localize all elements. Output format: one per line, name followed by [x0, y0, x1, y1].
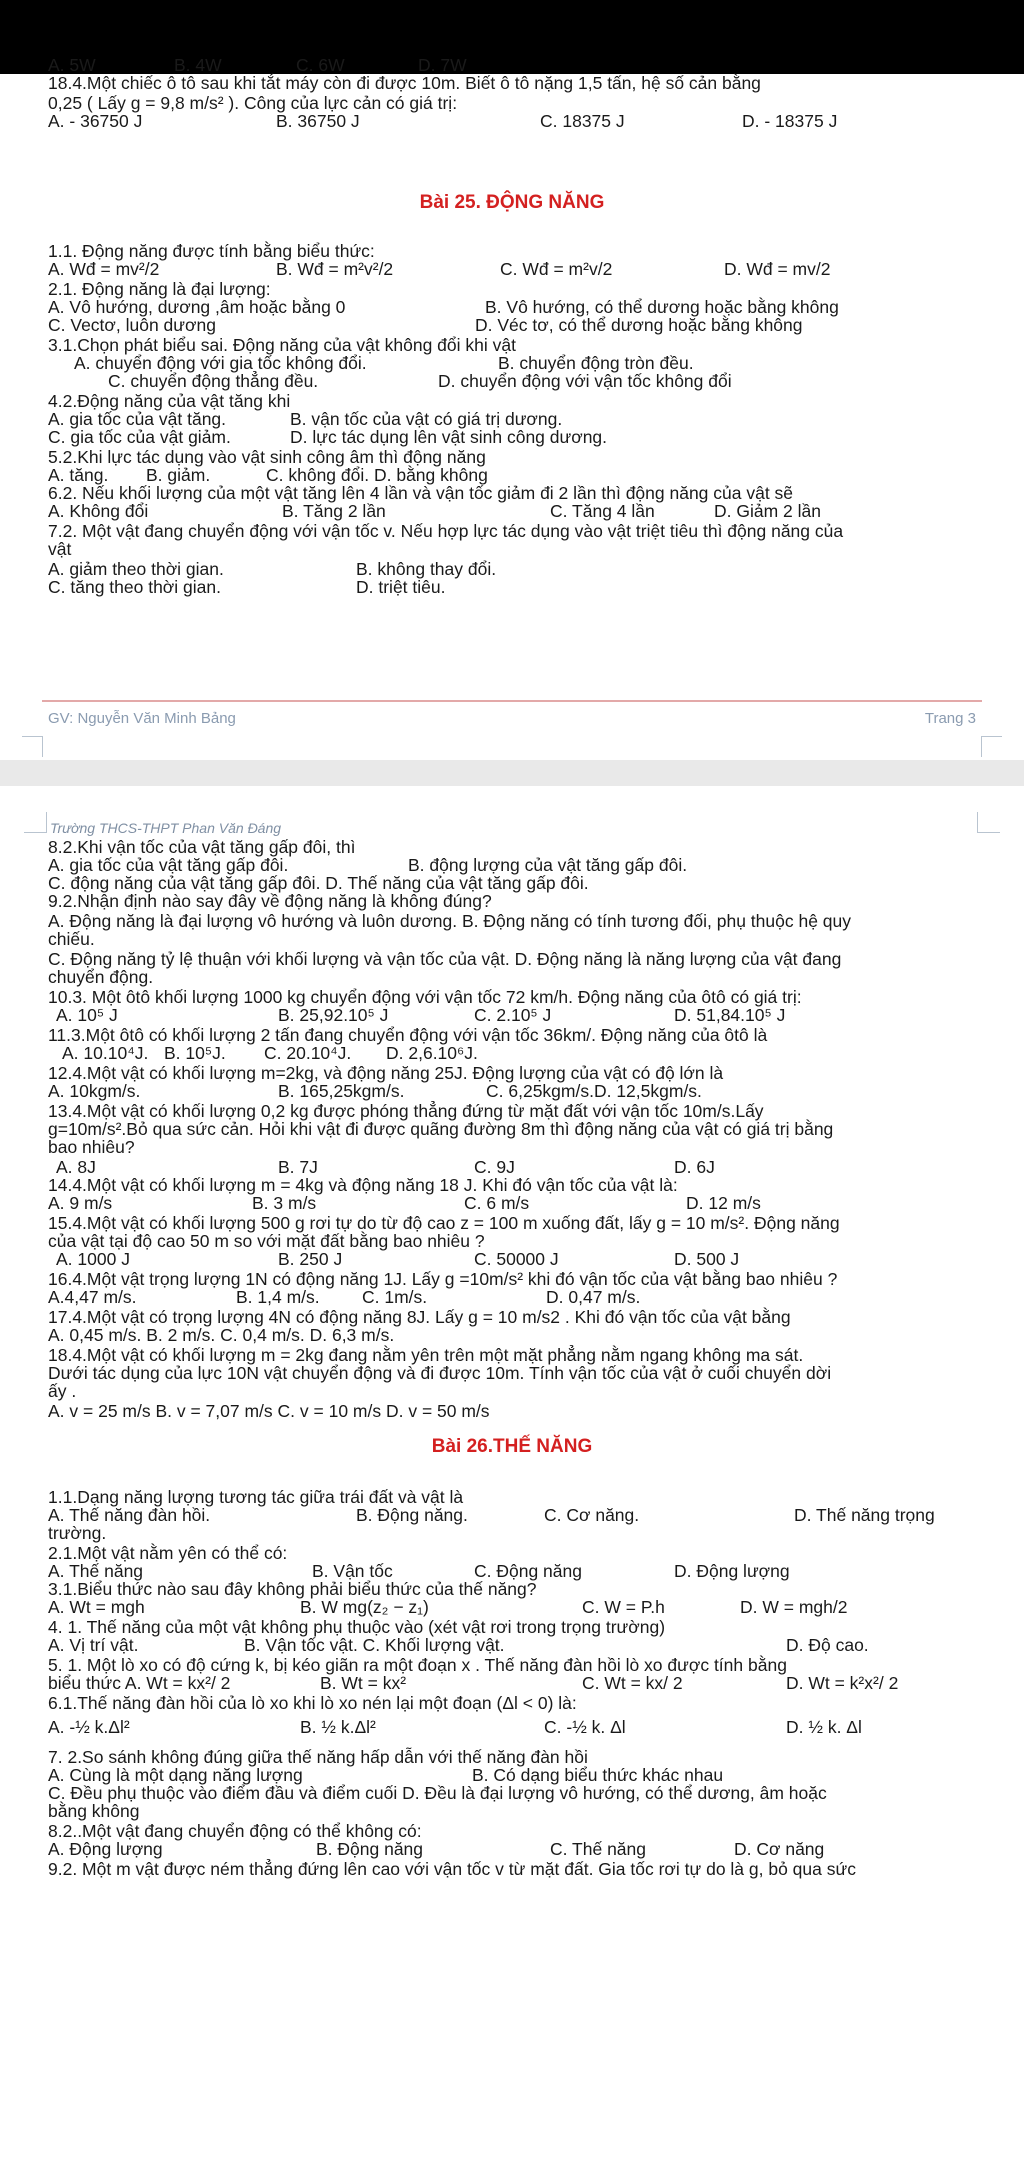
choice: A. 10.10⁴J. — [62, 1043, 149, 1063]
choice: C. Wt = kx/ 2 — [582, 1673, 683, 1693]
choice: C. chuyển động thẳng đều. — [108, 371, 319, 391]
choice: C. 6,25kgm/s.D. 12,5kgm/s. — [486, 1081, 702, 1101]
choice: D. - 18375 J — [742, 111, 838, 131]
choice: B. 3 m/s — [252, 1193, 317, 1213]
choice: A. Cùng là một dạng năng lượng — [48, 1765, 303, 1785]
question-text: chiếu. — [48, 929, 95, 949]
choice: B. Có dạng biểu thức khác nhau — [472, 1765, 724, 1785]
question-text: ấy . — [48, 1381, 77, 1401]
choice: B. 25,92.10⁵ J — [278, 1005, 389, 1025]
crop-mark — [977, 812, 1000, 833]
choice: B. 165,25kgm/s. — [278, 1081, 405, 1101]
choice: B. vận tốc của vật có giá trị dương. — [290, 409, 563, 429]
question-text: 4. 1. Thế năng của một vật không phụ thuộc vào (xét vật rơi trong trọng trường) — [48, 1617, 666, 1637]
choice: B. Động năng — [316, 1839, 424, 1859]
choice: D. lực tác dụng lên vật sinh công dương. — [290, 427, 608, 447]
choice: A. Vị trí vật. — [48, 1635, 139, 1655]
question-text: 2.1.Một vật nằm yên có thể có: — [48, 1543, 288, 1563]
choice: D. Wt = k²x²/ 2 — [786, 1673, 899, 1693]
footer-divider — [42, 700, 982, 702]
choice: B. Vận tốc vật. C. Khối lượng vật. — [244, 1635, 505, 1655]
question-text: 12.4.Một vật có khối lượng m=2kg, và động năng 25J. Động lượng của vật có độ lớn là — [48, 1063, 724, 1083]
page-gap — [0, 760, 1024, 786]
choice: A. 10⁵ J — [56, 1005, 118, 1025]
question-text: 2.1. Động năng là đại lượng: — [48, 279, 271, 299]
question-text: A. 0,45 m/s. B. 2 m/s. C. 0,4 m/s. D. 6,3 m/s. — [48, 1325, 395, 1345]
question-text: chuyển động. — [48, 967, 154, 987]
choice: B. 250 J — [278, 1249, 343, 1269]
crop-mark — [24, 812, 47, 833]
question-text: 13.4.Một vật có khối lượng 0,2 kg được phóng thẳng đứng từ mặt đất với vận tốc 10m/s.Lấy — [48, 1101, 764, 1121]
choice: C. -½ k. Δl — [544, 1717, 626, 1737]
choice: B. Tăng 2 lần — [282, 501, 386, 521]
question-text: của vật tại độ cao 50 m so với mặt đất bằng bao nhiêu ? — [48, 1231, 485, 1251]
choice: D. chuyển động với vận tốc không đổi — [438, 371, 732, 391]
choice: C. 6W — [296, 55, 345, 75]
choice: D. ½ k. Δl — [786, 1717, 862, 1737]
choice: A. 1000 J — [56, 1249, 130, 1269]
choice: D. 0,47 m/s. — [546, 1287, 641, 1307]
choice: C. Cơ năng. — [544, 1505, 640, 1525]
question-text: 18.4.Một chiếc ô tô sau khi tắt máy còn đi được 10m. Biết ô tô nặng 1,5 tấn, hệ số cản bằng — [48, 73, 761, 93]
choice: B. 10⁵J. — [164, 1043, 226, 1063]
choice: C. 1m/s. — [362, 1287, 428, 1307]
question-text: vật — [48, 539, 72, 559]
school-header: Trường THCS-THPT Phan Văn Đáng — [50, 820, 282, 836]
question-text: 16.4.Một vật trọng lượng 1N có động năng 1J. Lấy g =10m/s² khi đó vận tốc của vật bằng bao nhiêu ? — [48, 1269, 838, 1289]
question-text: Dưới tác dụng của lực 10N vật chuyển động và đi được 10m. Tính vận tốc của vật ở cuối chuyển dời — [48, 1363, 832, 1383]
choice: A. Thế năng — [48, 1561, 144, 1581]
choice: B. ½ k.Δl² — [300, 1717, 376, 1737]
question-text: bao nhiêu? — [48, 1137, 135, 1157]
section-title: Bài 26.THẾ NĂNG — [431, 1436, 593, 1457]
question-text: 15.4.Một vật có khối lượng 500 g rơi tự do từ độ cao z = 100 m xuống đất, lấy g = 10 m/s². Động năng — [48, 1213, 840, 1233]
question-text: C. Động năng tỷ lệ thuận với khối lượng và vận tốc của vật. D. Động năng là năng lượng của vật đang — [48, 949, 842, 969]
question-text: 0,25 ( Lấy g = 9,8 m/s² ). Công của lực cản có giá trị: — [48, 93, 458, 113]
choice: D. 12 m/s — [686, 1193, 761, 1213]
choice: C. Tăng 4 lần — [550, 501, 655, 521]
choice: C. Vectơ, luôn dương — [48, 315, 216, 335]
choice: B. Wđ = m²v²/2 — [276, 259, 394, 279]
question-text: 5.2.Khi lực tác dụng vào vật sinh công âm thì động năng — [48, 447, 486, 467]
choice: C. 9J — [474, 1157, 515, 1177]
choice: B. 36750 J — [276, 111, 360, 131]
choice: D. 500 J — [674, 1249, 740, 1269]
question-text: A. v = 25 m/s B. v = 7,07 m/s C. v = 10 m/s D. v = 50 m/s — [48, 1401, 490, 1421]
choice: C. 2.10⁵ J — [474, 1005, 552, 1025]
choice: A. chuyển động với gia tốc không đổi. — [74, 353, 367, 373]
choice: A. 10kgm/s. — [48, 1081, 141, 1101]
question-text: 5. 1. Một lò xo có độ cứng k, bị kéo giãn ra một đoạn x . Thế năng đàn hồi lò xo được tính bằng — [48, 1655, 787, 1675]
footer-teacher: GV: Nguyễn Văn Minh Bảng — [48, 710, 236, 727]
choice: B. W mg(z₂ − z₁) — [300, 1597, 429, 1617]
choice: A. Không đổi — [48, 501, 149, 521]
choice: B. Động năng. — [356, 1505, 468, 1525]
choice: A. Wđ = mv²/2 — [48, 259, 160, 279]
choice: D. Cơ năng — [734, 1839, 825, 1859]
top-black-bar — [0, 0, 1024, 74]
choice: A. Wt = mgh — [48, 1597, 145, 1617]
choice: D. 7W — [418, 55, 467, 75]
question-text: 17.4.Một vật có trọng lượng 4N có động năng 8J. Lấy g = 10 m/s2 . Khi đó vận tốc của vật bằng — [48, 1307, 791, 1327]
choice: A. -½ k.Δl² — [48, 1717, 130, 1737]
question-text: C. Đều phụ thuộc vào điểm đầu và điểm cuối D. Đều là đại lượng vô hướng, có thể dương, âm hoặc — [48, 1783, 827, 1803]
choice: B. 4W — [174, 55, 222, 75]
question-text: 6.2. Nếu khối lượng của một vật tăng lên 4 lần và vận tốc giảm đi 2 lần thì động năng của vật sẽ — [48, 483, 794, 503]
choice: D. 51,84.10⁵ J — [674, 1005, 786, 1025]
choice: B. giảm. — [146, 465, 211, 485]
crop-mark — [22, 736, 43, 757]
choice: A. Động lượng — [48, 1839, 163, 1859]
question-text: 7. 2.So sánh không đúng giữa thế năng hấp dẫn với thế năng đàn hồi — [48, 1747, 588, 1767]
footer-page-number: Trang 3 — [924, 710, 976, 727]
choice: D. W = mgh/2 — [740, 1597, 848, 1617]
question-text: 3.1.Chọn phát biểu sai. Động năng của vật không đổi khi vật — [48, 335, 516, 355]
question-text: 8.2..Một vật đang chuyển động có thể không có: — [48, 1821, 422, 1841]
choice: C. 20.10⁴J. — [264, 1043, 352, 1063]
section-title: Bài 25. ĐỘNG NĂNG — [419, 192, 605, 213]
choice: A. - 36750 J — [48, 111, 143, 131]
question-text: A. Động năng là đại lượng vô hướng và luôn dương. B. Động năng có tính tương đối, phụ thuộc hệ quy — [48, 911, 852, 931]
choice: B. Vô hướng, có thể dương hoặc bằng không — [485, 297, 839, 317]
choice: B. Wt = kx² — [320, 1673, 407, 1693]
question-text: 6.1.Thế năng đàn hồi của lò xo khi lò xo nén lại một đoạn (Δl < 0) là: — [48, 1693, 577, 1713]
choice: C. 18375 J — [540, 111, 625, 131]
choice: C. không đổi. D. bằng không — [266, 465, 488, 485]
question-text: 9.2. Một m vật được ném thẳng đứng lên cao với vận tốc v từ mặt đất. Gia tốc rơi tự do là g, bỏ qua sức — [48, 1859, 856, 1879]
question-text: 4.2.Động năng của vật tăng khi — [48, 391, 291, 411]
choice: D. Độ cao. — [786, 1635, 869, 1655]
question-text: 14.4.Một vật có khối lượng m = 4kg và động năng 18 J. Khi đó vận tốc của vật là: — [48, 1175, 678, 1195]
choice: A. Vô hướng, dương ,âm hoặc bằng 0 — [48, 297, 346, 317]
choice: B. Vận tốc — [312, 1561, 393, 1581]
choice: B. 1,4 m/s. — [236, 1287, 320, 1307]
choice: B. chuyển động tròn đều. — [498, 353, 694, 373]
choice: C. Thế năng — [550, 1839, 646, 1859]
choice: C. 6 m/s — [464, 1193, 530, 1213]
choice: B. động lượng của vật tăng gấp đôi. — [408, 855, 688, 875]
choice: A. 8J — [56, 1157, 96, 1177]
choice: D. Véc tơ, có thể dương hoặc bằng không — [475, 315, 803, 335]
question-text: 10.3. Một ôtô khối lượng 1000 kg chuyển động với vận tốc 72 km/h. Động năng của ôtô có giá trị: — [48, 987, 802, 1007]
choice: D. 6J — [674, 1157, 715, 1177]
choice: C. Wđ = m²v/2 — [500, 259, 613, 279]
crop-mark — [981, 736, 1002, 757]
choice: D. Thế năng trọng — [794, 1505, 935, 1525]
choice: A. gia tốc của vật tăng gấp đôi. — [48, 855, 289, 875]
question-text: 1.1. Động năng được tính bằng biểu thức: — [48, 241, 375, 261]
question-text: 1.1.Dạng năng lượng tương tác giữa trái đất và vật là — [48, 1487, 464, 1507]
choice: A. 5W — [48, 55, 96, 75]
choice: A.4,47 m/s. — [48, 1287, 137, 1307]
choice: A. Thế năng đàn hồi. — [48, 1505, 211, 1525]
choice: biểu thức A. Wt = kx²/ 2 — [48, 1673, 231, 1693]
choice: D. Động lượng — [674, 1561, 790, 1581]
choice: C. Động năng — [474, 1561, 582, 1581]
choice: C. gia tốc của vật giảm. — [48, 427, 231, 447]
choice: A. giảm theo thời gian. — [48, 559, 224, 579]
choice: D. triệt tiêu. — [356, 577, 446, 597]
question-text: trường. — [48, 1523, 107, 1543]
choice: A. gia tốc của vật tăng. — [48, 409, 227, 429]
choice: B. không thay đổi. — [356, 559, 497, 579]
question-text: bằng không — [48, 1801, 140, 1821]
question-text: 3.1.Biểu thức nào sau đây không phải biểu thức của thế năng? — [48, 1579, 537, 1599]
question-text: 8.2.Khi vận tốc của vật tăng gấp đôi, thì — [48, 837, 356, 857]
question-text: 11.3.Một ôtô có khối lượng 2 tấn đang chuyển động với vận tốc 36km/. Động năng của ôtô là — [48, 1025, 768, 1045]
choice: A. tăng. — [48, 465, 109, 485]
choice: B. 7J — [278, 1157, 318, 1177]
choice: D. Wđ = mv/2 — [724, 259, 831, 279]
question-text: C. động năng của vật tăng gấp đôi. D. Thế năng của vật tăng gấp đôi. — [48, 873, 589, 893]
question-text: 9.2.Nhận định nào say đây về động năng là không đúng? — [48, 891, 492, 911]
choice: C. tăng theo thời gian. — [48, 577, 221, 597]
choice: A. 9 m/s — [48, 1193, 113, 1213]
question-text: 18.4.Một vật có khối lượng m = 2kg đang nằm yên trên một mặt phẳng nằm ngang không ma sát. — [48, 1345, 804, 1365]
choice: D. 2,6.10⁶J. — [386, 1043, 478, 1063]
choice: D. Giảm 2 lần — [714, 501, 821, 521]
choice: C. 50000 J — [474, 1249, 559, 1269]
choice: C. W = P.h — [582, 1597, 665, 1617]
question-text: g=10m/s².Bỏ qua sức cản. Hỏi khi vật đi được quãng đường 8m thì động năng của vật có giá trị bằng — [48, 1119, 834, 1139]
question-text: 7.2. Một vật đang chuyển động với vận tốc v. Nếu hợp lực tác dụng vào vật triệt tiêu thì động năng của — [48, 521, 844, 541]
